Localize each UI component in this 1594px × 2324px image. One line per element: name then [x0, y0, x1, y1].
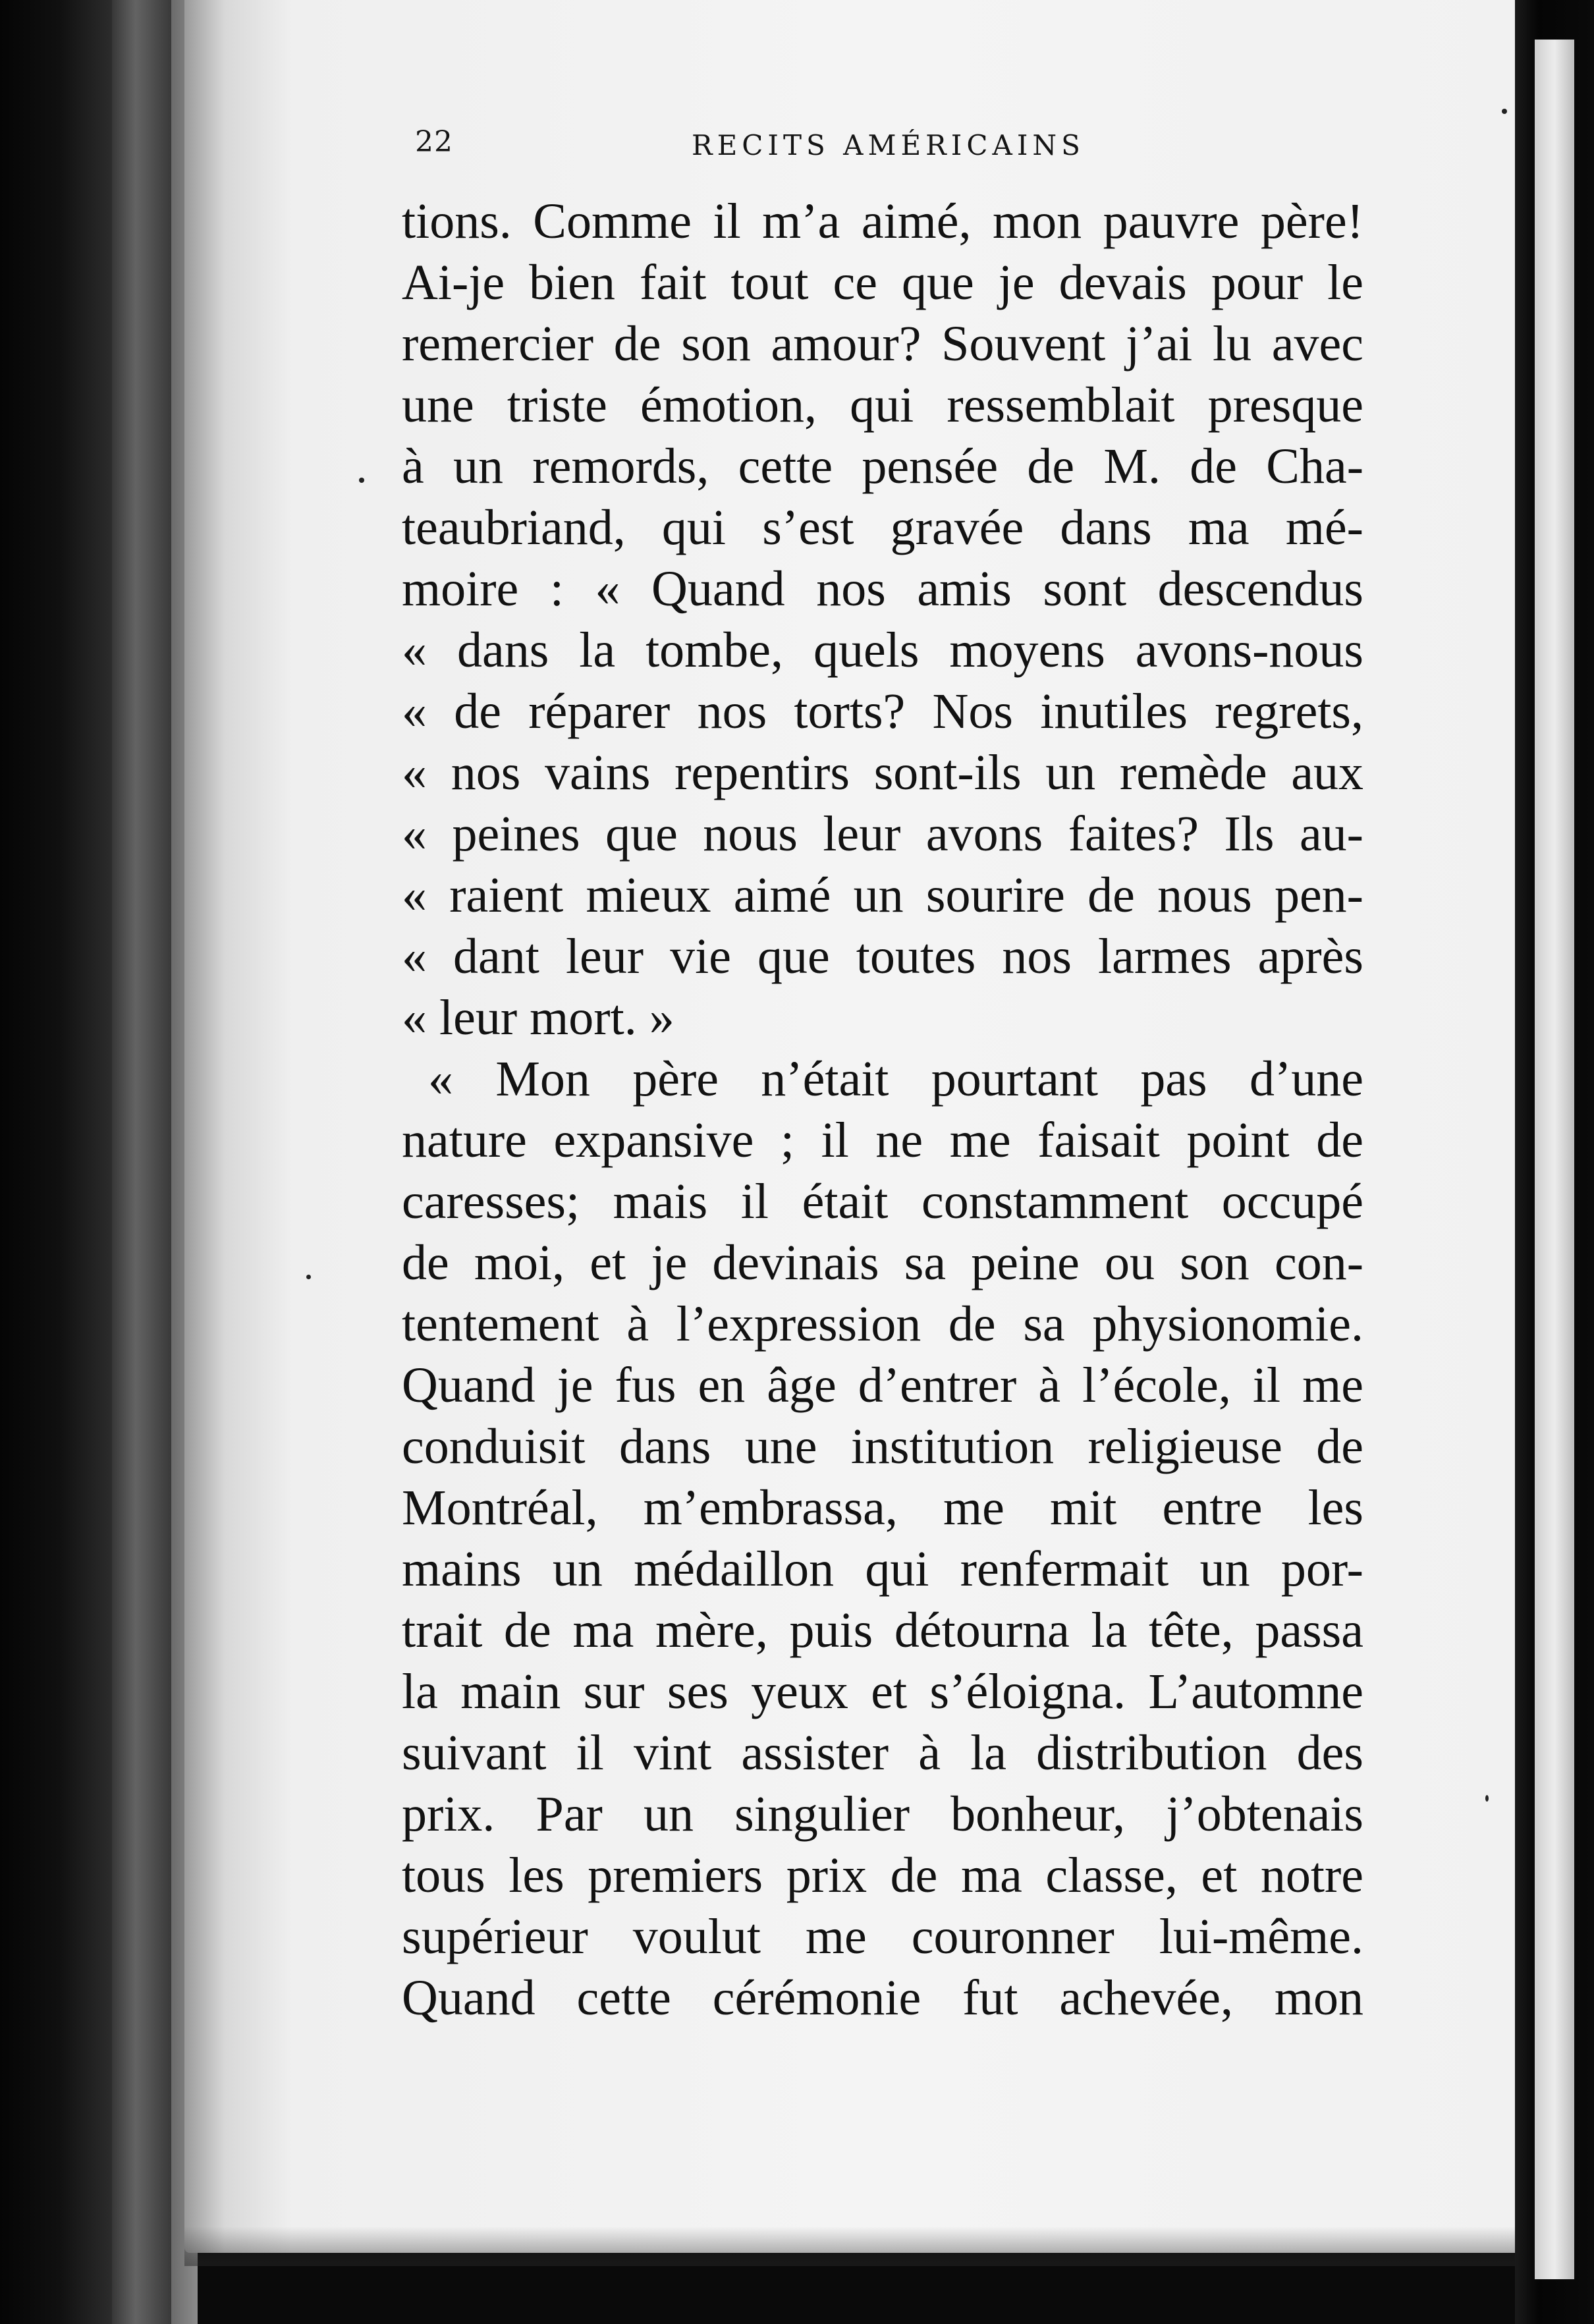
text-line: tous les premiers prix de ma classe, et notre: [402, 1848, 1363, 1903]
running-head: [415, 125, 1443, 178]
text-line: « de réparer nos torts? Nos inutiles regrets,: [402, 684, 1363, 739]
text-line: la main sur ses yeux et s’éloigna. L’automne: [402, 1664, 1363, 1719]
text-line: « nos vains repentirs sont-ils un remède aux: [402, 745, 1363, 800]
body-text: [402, 191, 1363, 2029]
text-line: tions. Comme il m’a aimé, mon pauvre père!: [402, 194, 1363, 249]
text-line: trait de ma mère, puis détourna la tête, passa: [402, 1603, 1363, 1658]
book-title: RECITS AMÉRICAINS: [692, 129, 1085, 161]
text-line: Quand je fus en âge d’entrer à l’école, il me: [402, 1358, 1363, 1413]
text-line: « raient mieux aimé un sourire de nous pen-: [402, 868, 1363, 923]
text-line: une triste émotion, qui ressemblait presque: [402, 377, 1363, 433]
text-line: nature expansive ; il ne me faisait point de: [402, 1113, 1363, 1168]
text-line: supérieur voulut me couronner lui-même.: [402, 1909, 1363, 1964]
text-line: « dant leur vie que toutes nos larmes après: [402, 929, 1363, 984]
paragraph-first-line: « Mon père n’était pourtant pas d’une: [428, 1051, 1363, 1107]
page-number: 22: [415, 125, 453, 159]
text-line: « dans la tombe, quels moyens avons-nous: [402, 622, 1363, 678]
text-line: Ai-je bien fait tout ce que je devais pour le: [402, 255, 1363, 310]
text-line: moire : « Quand nos amis sont descendus: [402, 561, 1363, 617]
next-page-sliver: [1535, 40, 1574, 2279]
text-line: prix. Par un singulier bonheur, j’obtenais: [402, 1786, 1363, 1842]
binding-strip: [112, 0, 171, 2324]
text-line: conduisit dans une institution religieuse de: [402, 1419, 1363, 1474]
text-line: teaubriand, qui s’est gravée dans ma mé-: [402, 500, 1363, 555]
text-line: remercier de son amour? Souvent j’ai lu avec: [402, 316, 1363, 372]
text-line: « leur mort. »: [402, 990, 674, 1045]
text-line: suivant il vint assister à la distribution des: [402, 1725, 1363, 1781]
text-line: Montréal, m’embrassa, me mit entre les: [402, 1480, 1363, 1536]
text-line: de moi, et je devinais sa peine ou son con-: [402, 1235, 1363, 1290]
text-line: tentement à l’expression de sa physionomie.: [402, 1296, 1363, 1352]
text-line: Quand cette cérémonie fut achevée, mon: [402, 1970, 1363, 2026]
text-line: caresses; mais il était constamment occupé: [402, 1174, 1363, 1229]
text-line: mains un médaillon qui renfermait un por-: [402, 1541, 1363, 1597]
page-bottom-shadow: [184, 2227, 1528, 2266]
text-line: à un remords, cette pensée de M. de Cha-: [402, 439, 1363, 494]
text-line: « peines que nous leur avons faites? Ils au-: [402, 806, 1363, 862]
